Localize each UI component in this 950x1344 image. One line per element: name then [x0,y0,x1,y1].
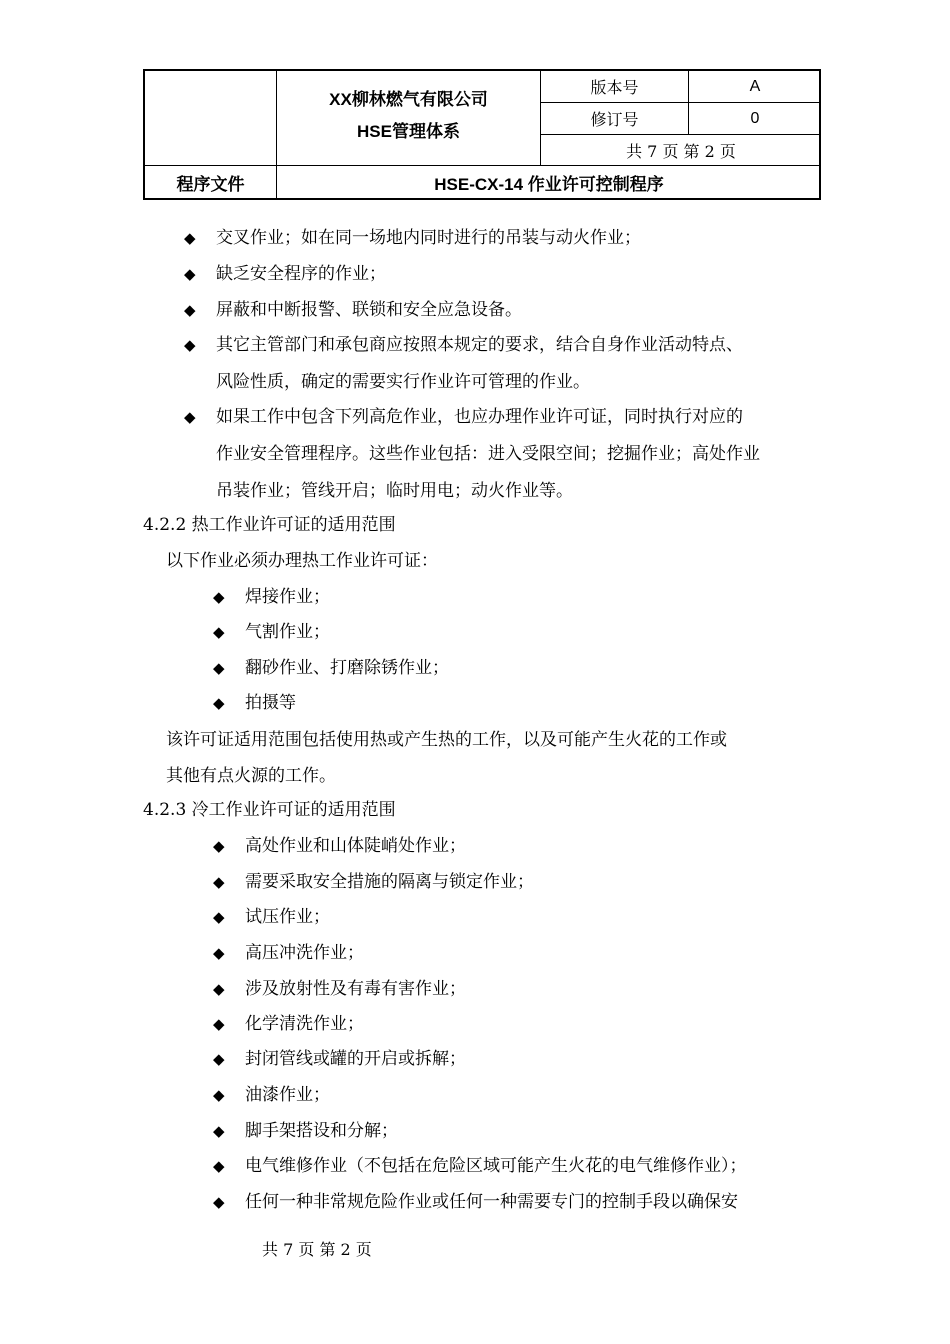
bullet-diamond-icon: ◆ [184,336,196,354]
list-item: 封闭管线或罐的开启或拆解； [245,1049,466,1069]
list-item: 拍摄等 [245,693,296,713]
list-item: 高处作业和山体陡峭处作业； [245,836,466,856]
revision-value: 0 [750,109,760,127]
bullet-diamond-icon: ◆ [184,408,196,426]
bullet-diamond-icon: ◆ [213,944,225,962]
bullet-diamond-icon: ◆ [213,980,225,998]
list-item-continuation: 吊装作业；管线开启；临时用电；动火作业等。 [216,481,573,501]
section-note-continuation: 其他有点火源的工作。 [166,766,336,786]
bullet-diamond-icon: ◆ [213,659,225,677]
bullet-diamond-icon: ◆ [213,1193,225,1211]
version-value: A [749,77,761,95]
section-note: 该许可证适用范围包括使用热或产生热的工作，以及可能产生火花的工作或 [166,730,727,750]
bullet-diamond-icon: ◆ [213,837,225,855]
doc-title: HSE-CX-14 作业许可控制程序 [434,174,664,194]
revision-label: 修订号 [590,110,639,129]
list-item-continuation: 作业安全管理程序。这些作业包括：进入受限空间；挖掘作业；高处作业 [216,444,760,464]
bullet-diamond-icon: ◆ [213,623,225,641]
list-item: 电气维修作业（不包括在危险区域可能产生火花的电气维修作业）； [245,1156,747,1176]
list-item: 缺乏安全程序的作业； [216,264,386,284]
list-item: 涉及放射性及有毒有害作业； [245,979,466,999]
bullet-diamond-icon: ◆ [184,229,196,247]
list-item-continuation: 风险性质，确定的需要实行作业许可管理的作业。 [216,372,590,392]
list-item: 气割作业； [245,622,330,642]
management-system: HSE管理体系 [357,121,460,141]
list-item: 脚手架搭设和分解； [245,1121,398,1141]
bullet-diamond-icon: ◆ [213,908,225,926]
list-item: 任何一种非常规危险作业或任何一种需要专门的控制手段以确保安 [245,1192,738,1212]
document-header-table [143,69,821,200]
bullet-diamond-icon: ◆ [213,694,225,712]
list-item: 油漆作业； [245,1085,330,1105]
list-item: 化学清洗作业； [245,1014,364,1034]
list-item: 试压作业； [245,907,330,927]
list-item: 如果工作中包含下列高危作业，也应办理作业许可证，同时执行对应的 [216,407,743,427]
bullet-diamond-icon: ◆ [213,1050,225,1068]
company-name: XX柳林燃气有限公司 [329,89,488,109]
list-item: 交叉作业；如在同一场地内同时进行的吊装与动火作业； [216,228,641,248]
bullet-diamond-icon: ◆ [213,873,225,891]
bullet-diamond-icon: ◆ [213,1015,225,1033]
list-item: 高压冲洗作业； [245,943,364,963]
list-item: 焊接作业； [245,587,330,607]
version-label: 版本号 [590,78,639,97]
list-item: 屏蔽和中断报警、联锁和安全应急设备。 [216,300,522,320]
section-heading: 4.2.2 热工作业许可证的适用范围 [143,515,396,535]
bullet-diamond-icon: ◆ [213,588,225,606]
section-intro: 以下作业必须办理热工作业许可证： [166,551,438,571]
list-item: 翻砂作业、打磨除锈作业； [245,658,449,678]
bullet-diamond-icon: ◆ [213,1086,225,1104]
header-page-info: 共 7 页 第 2 页 [626,141,736,161]
page-footer: 共 7 页 第 2 页 [262,1240,372,1259]
section-heading: 4.2.3 冷工作业许可证的适用范围 [143,800,396,820]
bullet-diamond-icon: ◆ [184,265,196,283]
bullet-diamond-icon: ◆ [213,1157,225,1175]
bullet-diamond-icon: ◆ [213,1122,225,1140]
list-item: 其它主管部门和承包商应按照本规定的要求，结合自身作业活动特点、 [216,335,743,355]
list-item: 需要采取安全措施的隔离与锁定作业； [245,872,534,892]
doc-type: 程序文件 [176,174,245,194]
bullet-diamond-icon: ◆ [184,301,196,319]
